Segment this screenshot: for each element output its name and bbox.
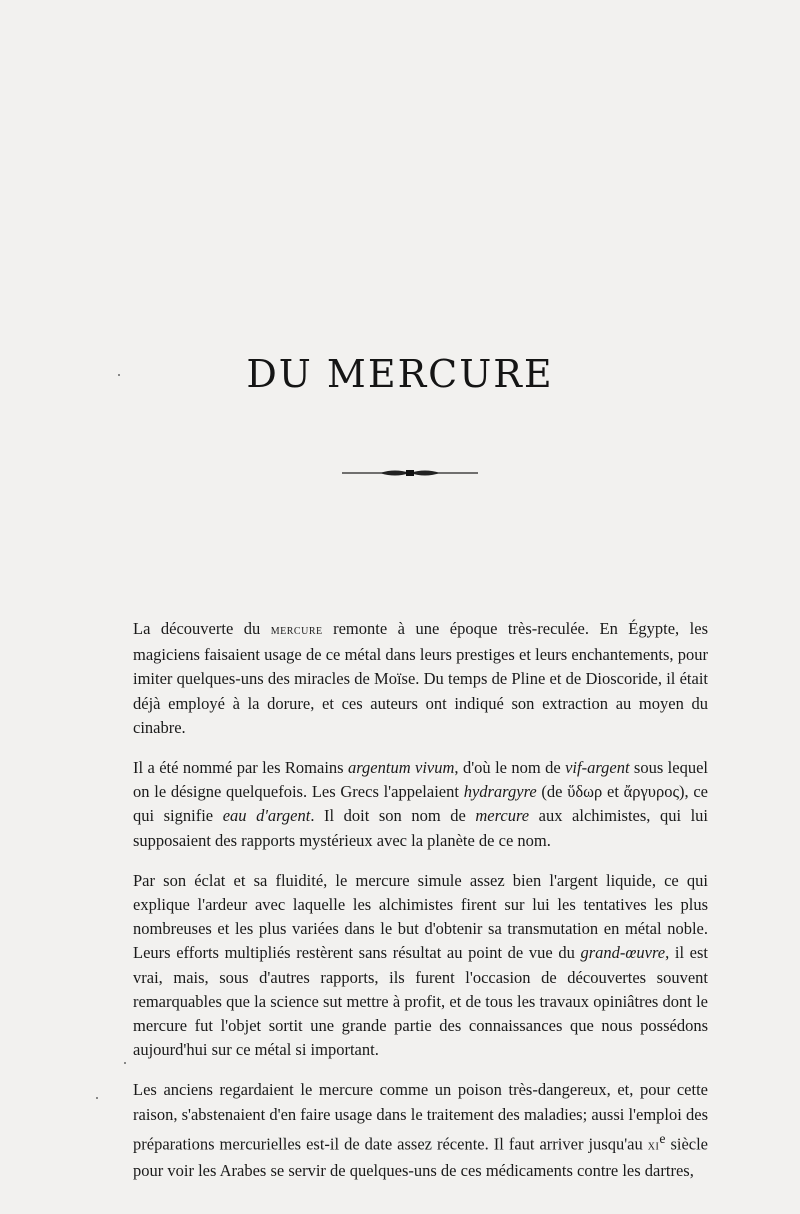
title-ornament (340, 466, 480, 480)
century-numeral: xi (647, 1138, 660, 1154)
paragraph-1: La découverte du mercure remonte à une époque très-reculée. En Égypte, les magiciens faisaient usage de ce métal dans leurs prestiges et leurs enchantements, pour imiter quelques-uns des miracles de Moïse. Du temps de Pline et de Dioscoride, il était déjà employé à la dorure, et ces auteurs ont indiqué son extraction au moyen du cinabre. (133, 619, 708, 737)
paper-speck (96, 1097, 98, 1099)
paper-speck (118, 374, 120, 376)
paper-speck (124, 1062, 126, 1064)
body-text (133, 617, 708, 1199)
italic-term: grand-œuvre (580, 943, 666, 963)
italic-term: vif-argent (565, 758, 630, 778)
italic-term: hydrargyre (463, 782, 537, 802)
paragraph-3: Par son éclat et sa fluidité, le mercure simule assez bien l'argent liquide, ce qui explique l'ardeur avec laquelle les alchimistes firent sur lui les tentatives les plus nombreuses et les plus variées dans le but d'obtenir sa transmutation en métal noble. Leurs efforts multipliés restèrent sans résultat au point de vue du grand-œuvre, il est vrai, mais, sous d'autres rapports, ils furent l'occasion de découvertes souvent remarquables que la science sut mettre à profit, et de tous les travaux opiniâtres dont le mercure fut l'objet sortit une grande partie des connaissances que nous possédons aujourd'hui sur ce métal si important. (133, 870, 708, 1060)
paragraph-4: Les anciens regardaient le mercure comme un poison très-dangereux, et, pour cette raison, s'abstenaient d'en faire usage dans le traitement des maladies; aussi l'emploi des préparations mercurielles est-il de date assez récente. Il faut arriver jusqu'au $xi^e$ siècle pour voir les Arabes se servir de quelques-uns de ces médicaments contre les dartres, (133, 1080, 709, 1180)
paragraph-2: Il a été nommé par les Romains argentum vivum, d'où le nom de vif-argent sous lequel on le désigne quelquefois. Les Grecs l'appelaient hydrargyre (de ὕδωρ et ἄργυρος), ce qui signifie eau d'argent. Il doit son nom de mercure aux alchimistes, qui lui supposaient des rapports mystérieux avec la planète de ce nom. (133, 758, 709, 850)
italic-term: argentum vivum (347, 758, 455, 778)
italic-term: mercure (475, 806, 530, 826)
italic-term: eau d'argent (222, 806, 311, 826)
century-superscript: e (659, 1130, 666, 1146)
page-title: DU MERCURE (246, 352, 554, 396)
smallcaps-word: mercure (270, 623, 323, 638)
